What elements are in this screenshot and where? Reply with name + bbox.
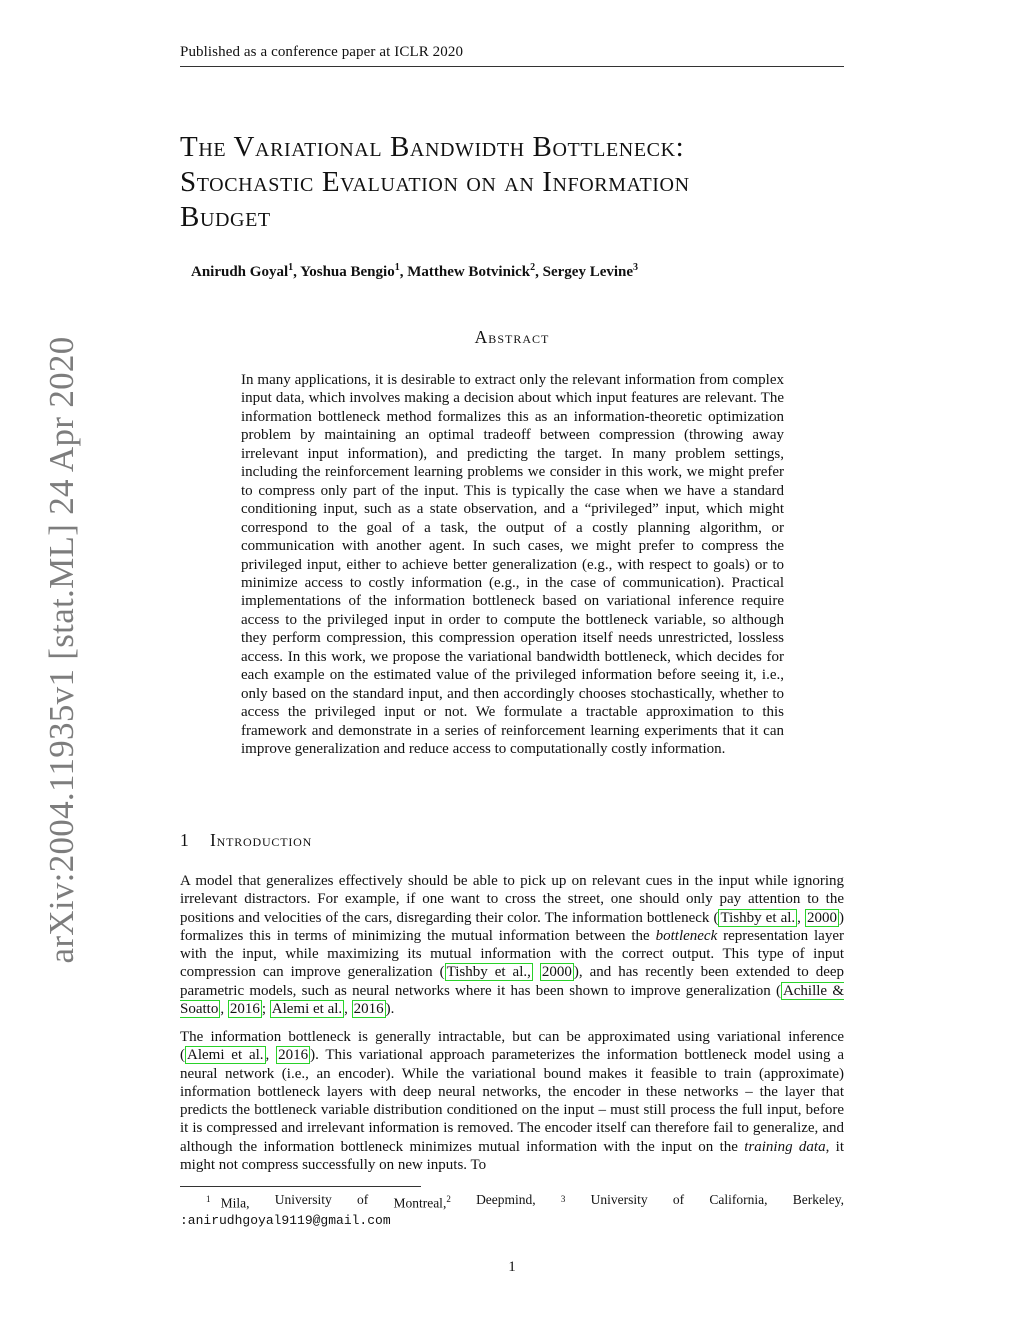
- footnote-text: of: [672, 1192, 685, 1207]
- footnote-text: Montreal,: [393, 1195, 447, 1211]
- text-run: representation layer with the input, while maximizing its mutual information with the correct output. This type of input compression can improve generalization (: [180, 927, 844, 981]
- author-affiliation: 1: [394, 262, 400, 273]
- text-run: ,: [344, 1001, 352, 1018]
- footnote-text: Mila,: [220, 1195, 250, 1211]
- citation-link[interactable]: 2016: [278, 1047, 309, 1064]
- citation-link[interactable]: Alemi et al.: [271, 1001, 343, 1018]
- text-run: ).: [385, 1001, 395, 1018]
- footnote-text: University: [274, 1192, 332, 1207]
- citation-link[interactable]: Tishby et al.: [720, 909, 796, 926]
- emphasis: training data: [744, 1138, 826, 1155]
- citation-link[interactable]: Achille & Soatto: [180, 982, 844, 1018]
- author-list: Anirudh Goyal$^1$, Yoshua Bengio$^1$, Matthew Botvinick$^2$, Sergey Levine$^3$: [191, 262, 639, 280]
- section-title: Introduction: [210, 830, 313, 850]
- section-number: 1: [180, 830, 190, 850]
- footnote-word: [206, 1191, 250, 1212]
- paper-title: [180, 130, 860, 235]
- footnote-word: [393, 1191, 450, 1212]
- citation-link[interactable]: 2016: [229, 1001, 260, 1018]
- citation-link[interactable]: Alemi et al.: [187, 1047, 264, 1064]
- intro-paragraph-2: [180, 1028, 844, 1174]
- text-run: [533, 964, 540, 980]
- text-run: ,: [797, 909, 805, 926]
- citation-link[interactable]: 2000: [541, 964, 572, 981]
- footnote-text: Berkeley,: [792, 1192, 844, 1207]
- footnote-text: Deepmind,: [476, 1192, 536, 1207]
- text-run: ). This variational approach parameterizes the information bottleneck model using a neural network (i.e., an encoder). While the variational bound makes it feasible to train (approximate) information bottleneck layers with deep neural networks, the encoder in these networks – the layer that predicts the bottleneck variable distribution conditioned on the input – must still process the full input, before it is compressed and irrelevant information is removed. The encoder itself can therefore fail to generalize, and although the information bottleneck minimizes mutual information with the input on the: [180, 1047, 844, 1155]
- footnote-marker: 3: [560, 1194, 566, 1204]
- footnote-text: of: [356, 1192, 369, 1207]
- section-heading-introduction: [180, 830, 312, 851]
- footnote-rule: [180, 1186, 421, 1187]
- arxiv-stamp: arXiv:2004.11935v1 [stat.ML] 24 Apr 2020: [42, 336, 81, 964]
- emphasis: bottleneck: [655, 927, 718, 944]
- text-run: The information bottleneck is generally intractable, but can be approximated using variational inference (: [180, 1029, 844, 1064]
- page-number: 1: [508, 1259, 516, 1275]
- title-line-2: Stochastic Evaluation on an Information: [180, 166, 690, 198]
- author-affiliation: 2: [530, 262, 536, 273]
- header-rule: [180, 66, 844, 67]
- citation-link[interactable]: Tishby et al.,: [446, 964, 531, 981]
- intro-paragraph-1: [180, 872, 844, 1018]
- text-run: ,: [220, 1001, 228, 1018]
- footnote-text: University: [590, 1192, 648, 1207]
- running-head: Published as a conference paper at ICLR 2020: [180, 44, 464, 60]
- author-name: Anirudh Goyal: [191, 264, 289, 280]
- footnote-affiliations: [180, 1191, 844, 1212]
- citation-link[interactable]: 2016: [353, 1001, 384, 1018]
- footnote-marker: 2: [446, 1194, 451, 1204]
- text-run: A model that generalizes effectively should be able to pick up on relevant cues in the input while ignoring irrelevant distractors. For example, if one want to cross the street, one should only pay attention to the positions and velocities of the cars, disregarding their color. The information bottleneck (: [180, 873, 844, 926]
- author-affiliation: 1: [288, 262, 294, 273]
- title-line-1: The Variational Bandwidth Bottleneck:: [180, 131, 685, 163]
- author-affiliation: 3: [633, 262, 639, 273]
- footnote: [180, 1191, 844, 1229]
- author-name: Sergey Levine: [542, 264, 634, 280]
- abstract-text: In many applications, it is desirable to extract only the relevant information from complex input data, which involves making a decision about which input features are relevant. The information bottleneck method formalizes this as an information-theoretic optimization problem by maintaining an optimal tradeoff between compression (throwing away irrelevant input information), and predicting the target. In many problem settings, including the reinforcement learning problems we consider in this work, we might prefer to compress only part of the input. This is typically the case when we have a standard conditioning input, such as a state observation, and a “privileged” input, which might correspond to the goal of a task, the output of a costly planning algorithm, or communication with another agent. In such cases, we might prefer to compress the privileged input, either to achieve better generalization (e.g., with respect to goals) or to minimize access to costly information (e.g., in the case of communication). Practical implementations of the information bottleneck based on variational inference require access to the privileged input in order to compute the bottleneck variable, so although they perform compression, this compression operation itself needs unrestricted, lossless access. In this work, we propose the variational bandwidth bottleneck, which decides for each example on the estimated value of the privileged information before seeing it, i.e., only based on the standard input, and then accordingly chooses stochastically, whether to access the privileged input or not. We formulate a tractable approximation to this framework and demonstrate in a series of reinforcement learning experiments that it can improve generalization and reduce access to computationally costly information.: [241, 372, 784, 758]
- author-name: Yoshua Bengio: [300, 264, 395, 280]
- title-line-3: Budget: [180, 201, 271, 233]
- text-run: ) formalizes this in terms of minimizing the mutual information between the: [180, 909, 844, 944]
- text-run: ,: [265, 1047, 277, 1064]
- text-run: , it might not compress successfully on new inputs. To: [180, 1138, 844, 1174]
- abstract-heading: Abstract: [474, 327, 550, 347]
- citation-link[interactable]: 2000: [807, 909, 837, 926]
- author-name: Matthew Botvinick: [407, 264, 531, 280]
- text-run: ;: [261, 1001, 270, 1018]
- footnote-text: California,: [709, 1192, 768, 1207]
- text-run: ), and has recently been extended to deep parametric models, such as neural networks where it has been shown to improve generalization (: [180, 964, 845, 999]
- footnote-marker: 1: [206, 1194, 211, 1204]
- footnote-email[interactable]: :anirudhgoyal9119@gmail.com: [180, 1212, 391, 1228]
